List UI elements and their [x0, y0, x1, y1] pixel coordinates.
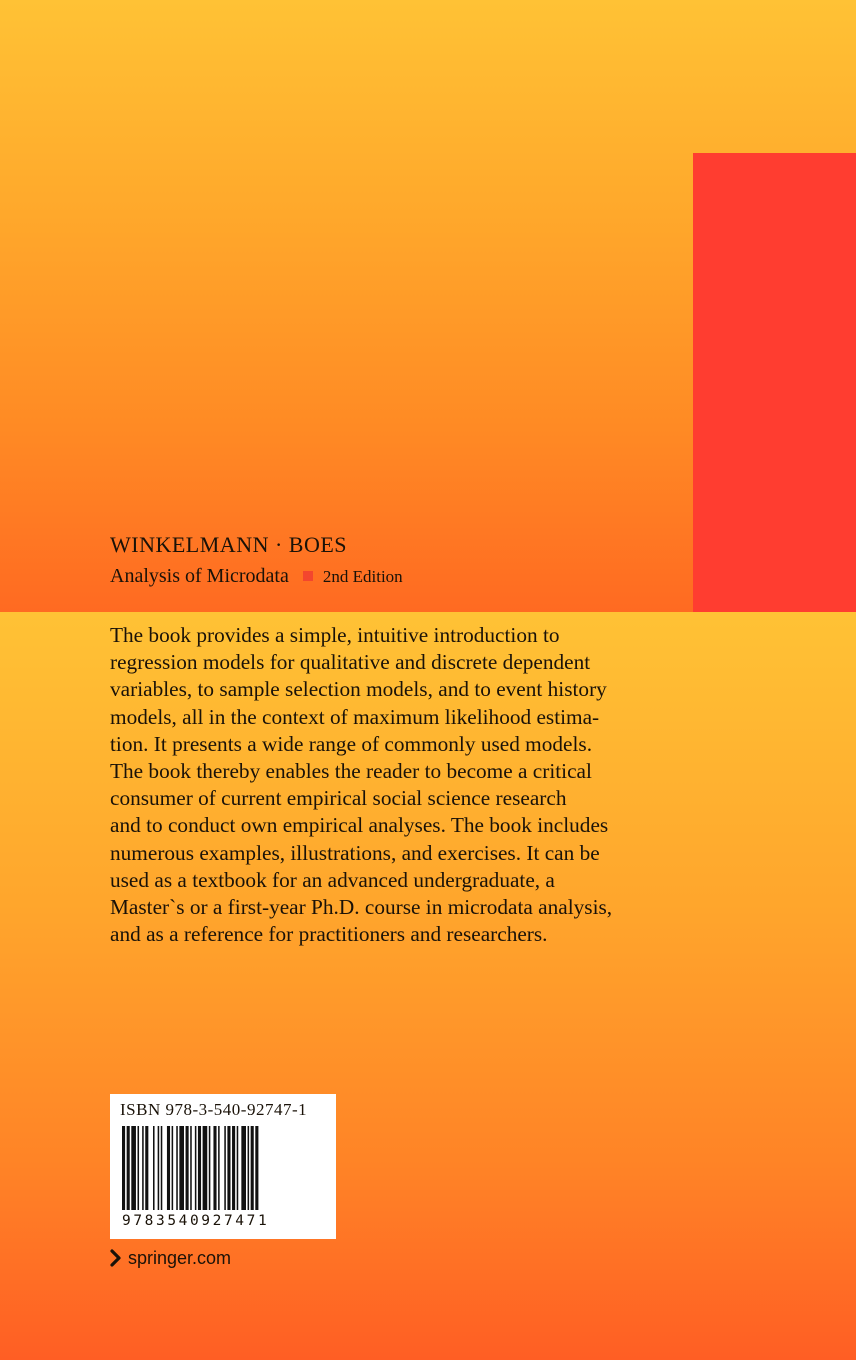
- barcode-bar: [209, 1126, 211, 1210]
- blurb-line: numerous examples, illustrations, and exercises. It can be: [110, 840, 600, 865]
- barcode-bar: [138, 1126, 140, 1210]
- barcode-image: [122, 1126, 326, 1210]
- blurb-line: and to conduct own empirical analyses. The book includes: [110, 813, 609, 838]
- barcode-bar: [213, 1126, 216, 1210]
- red-accent-block: [693, 153, 856, 612]
- barcode-bar: [172, 1126, 174, 1210]
- barcode-bar: [153, 1126, 155, 1210]
- edition-label: 2nd Edition: [322, 567, 403, 586]
- barcode-digits: 9783540927471: [122, 1213, 270, 1229]
- barcode-bar: [186, 1126, 189, 1210]
- barcode-bar: [203, 1126, 208, 1210]
- barcode-bar: [145, 1126, 148, 1210]
- barcode-bar: [227, 1126, 230, 1210]
- barcode-bar: [251, 1126, 254, 1210]
- chevron-right-icon: [110, 1249, 122, 1267]
- barcode-bar: [248, 1126, 250, 1210]
- barcode-bar: [122, 1126, 125, 1210]
- blurb-line: Master`s or a first-year Ph.D. course in microdata analysis,: [110, 895, 613, 920]
- blurb-line: tion. It presents a wide range of commonly used models.: [110, 731, 593, 756]
- barcode-bar: [237, 1126, 239, 1210]
- title-line: [110, 563, 403, 590]
- blurb-line: used as a textbook for an advanced undergraduate, a: [110, 867, 555, 892]
- barcode-bar: [195, 1126, 197, 1210]
- isbn-label: ISBN 978-3-540-92747-1: [120, 1100, 308, 1119]
- barcode-bar: [241, 1126, 246, 1210]
- blurb-line: and as a reference for practitioners and researchers.: [110, 922, 548, 947]
- isbn-barcode-box: [110, 1094, 336, 1239]
- barcode-bar: [158, 1126, 160, 1210]
- barcode-bar: [190, 1126, 192, 1210]
- barcode-bar: [167, 1126, 170, 1210]
- square-bullet-icon: [303, 571, 313, 581]
- barcode-bar: [224, 1126, 226, 1210]
- barcode-bar: [142, 1126, 144, 1210]
- barcode-bar: [179, 1126, 184, 1210]
- blurb-line: variables, to sample selection models, and to event history: [110, 677, 607, 702]
- barcode-bar: [232, 1126, 235, 1210]
- barcode-bar: [198, 1126, 201, 1210]
- book-title: Analysis of Microdata: [110, 565, 289, 587]
- blurb-line: The book thereby enables the reader to become a critical: [110, 759, 592, 784]
- barcode-bar: [131, 1126, 136, 1210]
- authors: WINKELMANN · BOES: [110, 532, 348, 557]
- barcode-bar: [218, 1126, 220, 1210]
- blurb-text: [110, 622, 650, 948]
- barcode-bar: [127, 1126, 130, 1210]
- blurb-line: The book provides a simple, intuitive introduction to: [110, 623, 560, 647]
- barcode-bar: [255, 1126, 258, 1210]
- blurb-line: regression models for qualitative and discrete dependent: [110, 650, 591, 675]
- publisher-link[interactable]: [110, 1245, 231, 1271]
- barcode-bar: [176, 1126, 178, 1210]
- publisher-url: springer.com: [128, 1247, 232, 1268]
- blurb-line: models, all in the context of maximum likelihood estima-: [110, 704, 600, 729]
- barcode-bar: [161, 1126, 163, 1210]
- blurb-line: consumer of current empirical social science research: [110, 786, 567, 811]
